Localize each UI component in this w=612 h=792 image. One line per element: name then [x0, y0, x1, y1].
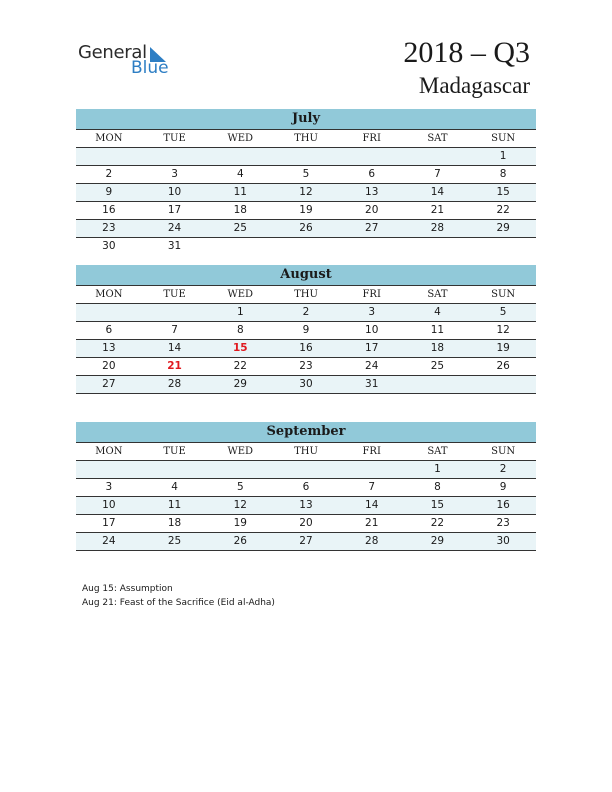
day-cell: 12: [233, 499, 247, 511]
weekday-label: FRI: [362, 133, 381, 144]
day-cell: 17: [167, 204, 182, 216]
holiday-notes: [82, 582, 275, 610]
day-cell: 18: [430, 342, 445, 354]
weekday-label: SAT: [427, 133, 448, 144]
day-cell: [405, 376, 471, 393]
day-cell: 14: [365, 499, 379, 511]
day-cell: 3: [171, 168, 178, 180]
week-row: [76, 497, 536, 515]
week-row: [76, 515, 536, 533]
day-cell: 17: [365, 342, 379, 354]
day-cell: 8: [434, 481, 441, 493]
day-cell: [470, 376, 536, 393]
weekday-label: SUN: [491, 289, 516, 300]
weekday-header-row: [76, 130, 536, 148]
day-cell: 27: [299, 535, 313, 547]
day-cell: [207, 238, 273, 255]
day-cell: 15: [430, 499, 445, 511]
weekday-label: SUN: [491, 446, 516, 457]
day-cell: 4: [236, 168, 244, 180]
day-cell: [339, 238, 405, 255]
weekday-label: SAT: [427, 289, 448, 300]
logo-general-text: General: [78, 42, 147, 63]
month-title: July: [76, 109, 536, 130]
day-cell: 6: [302, 481, 310, 493]
month-calendar-august: [76, 265, 536, 394]
day-cell: 2: [105, 168, 113, 180]
weekday-label: TUE: [163, 133, 186, 144]
day-cell: [207, 461, 273, 478]
weekday-header-row: [76, 443, 536, 461]
day-cell: 18: [233, 204, 247, 216]
day-cell: 27: [102, 378, 116, 390]
week-row: [76, 202, 536, 220]
day-cell: 4: [171, 481, 178, 493]
day-cell: 6: [368, 168, 376, 180]
holiday-note: Aug 21: Feast of the Sacrifice (Eid al-Adha): [82, 598, 275, 608]
week-row: [76, 376, 536, 394]
weekday-label: THU: [294, 446, 318, 457]
day-cell: [142, 304, 208, 321]
day-cell: 28: [167, 378, 182, 390]
day-cell: 16: [102, 204, 116, 216]
weekday-label: FRI: [362, 446, 381, 457]
day-cell: 27: [365, 222, 379, 234]
day-cell: 3: [105, 481, 113, 493]
day-cell: 25: [430, 360, 445, 372]
day-cell: 14: [430, 186, 445, 198]
day-cell: 30: [299, 378, 313, 390]
day-cell: 20: [365, 204, 379, 216]
day-cell: [339, 148, 405, 165]
day-cell: 1: [434, 463, 441, 475]
day-cell: 31: [167, 240, 182, 252]
day-cell: 23: [496, 517, 510, 529]
day-cell: 8: [236, 324, 244, 336]
day-cell: 2: [302, 306, 310, 318]
day-cell: [339, 461, 405, 478]
day-cell: 5: [302, 168, 310, 180]
day-cell: 28: [365, 535, 379, 547]
week-row: [76, 304, 536, 322]
holiday-day-cell: 21: [167, 360, 182, 372]
day-cell: 9: [105, 186, 113, 198]
logo-blue-text: Blue: [131, 58, 169, 78]
day-cell: 1: [236, 306, 244, 318]
week-row: [76, 220, 536, 238]
day-cell: 23: [299, 360, 313, 372]
weekday-header-row: [76, 286, 536, 304]
week-row: [76, 166, 536, 184]
weekday-label: MON: [95, 133, 123, 144]
week-row: [76, 533, 536, 551]
day-cell: [273, 238, 339, 255]
day-cell: 20: [102, 360, 116, 372]
day-cell: 11: [430, 324, 445, 336]
week-row: [76, 479, 536, 497]
weekday-label: THU: [294, 133, 318, 144]
weekday-label: SAT: [427, 446, 448, 457]
day-cell: [142, 148, 208, 165]
day-cell: 26: [496, 360, 510, 372]
day-cell: 9: [302, 324, 310, 336]
page-title: 2018 – Q3: [403, 36, 530, 69]
weekday-label: WED: [227, 289, 254, 300]
day-cell: 15: [496, 186, 510, 198]
day-cell: 7: [368, 481, 376, 493]
month-title: August: [76, 265, 536, 286]
week-row: [76, 238, 536, 255]
day-cell: 1: [499, 150, 507, 162]
day-cell: 29: [233, 378, 247, 390]
day-cell: 22: [496, 204, 510, 216]
month-title: September: [76, 422, 536, 443]
day-cell: [76, 461, 142, 478]
day-cell: 24: [102, 535, 116, 547]
day-cell: 13: [299, 499, 313, 511]
day-cell: 20: [299, 517, 313, 529]
day-cell: [76, 304, 142, 321]
day-cell: 26: [233, 535, 247, 547]
day-cell: 28: [430, 222, 445, 234]
day-cell: 12: [299, 186, 313, 198]
day-cell: 2: [499, 463, 507, 475]
month-calendar-september: [76, 422, 536, 551]
day-cell: [142, 461, 208, 478]
day-cell: 7: [434, 168, 441, 180]
day-cell: 24: [365, 360, 379, 372]
day-cell: 9: [499, 481, 507, 493]
day-cell: 8: [499, 168, 507, 180]
day-cell: 19: [496, 342, 510, 354]
day-cell: 21: [365, 517, 379, 529]
week-row: [76, 322, 536, 340]
day-cell: 31: [365, 378, 379, 390]
weekday-label: WED: [227, 446, 254, 457]
day-cell: 5: [499, 306, 507, 318]
day-cell: [273, 461, 339, 478]
day-cell: 29: [496, 222, 510, 234]
day-cell: 30: [102, 240, 116, 252]
day-cell: [405, 238, 471, 255]
month-calendar-july: [76, 109, 536, 255]
day-cell: 14: [167, 342, 182, 354]
day-cell: 10: [102, 499, 116, 511]
day-cell: 10: [167, 186, 182, 198]
day-cell: 11: [167, 499, 182, 511]
weekday-label: MON: [95, 446, 123, 457]
day-cell: 5: [236, 481, 244, 493]
day-cell: 10: [365, 324, 379, 336]
day-cell: 25: [167, 535, 182, 547]
week-row: [76, 184, 536, 202]
day-cell: 22: [430, 517, 445, 529]
day-cell: 29: [430, 535, 445, 547]
day-cell: [207, 148, 273, 165]
day-cell: 3: [368, 306, 376, 318]
day-cell: 18: [167, 517, 182, 529]
week-row: [76, 358, 536, 376]
logo: [78, 42, 178, 82]
country-name: Madagascar: [418, 73, 530, 98]
weekday-label: MON: [95, 289, 123, 300]
day-cell: 22: [233, 360, 247, 372]
day-cell: 21: [430, 204, 445, 216]
day-cell: 13: [365, 186, 379, 198]
day-cell: 4: [434, 306, 441, 318]
weekday-label: THU: [294, 289, 318, 300]
day-cell: 7: [171, 324, 178, 336]
day-cell: 17: [102, 517, 116, 529]
holiday-note: Aug 15: Assumption: [82, 584, 173, 594]
day-cell: [273, 148, 339, 165]
weekday-label: TUE: [163, 446, 186, 457]
day-cell: 19: [233, 517, 247, 529]
day-cell: 30: [496, 535, 510, 547]
weekday-label: FRI: [362, 289, 381, 300]
day-cell: 13: [102, 342, 116, 354]
day-cell: 19: [299, 204, 313, 216]
week-row: [76, 148, 536, 166]
day-cell: 16: [299, 342, 313, 354]
day-cell: [470, 238, 536, 255]
day-cell: 23: [102, 222, 116, 234]
day-cell: 25: [233, 222, 247, 234]
weekday-label: WED: [227, 133, 254, 144]
week-row: [76, 461, 536, 479]
day-cell: 24: [167, 222, 182, 234]
weekday-label: SUN: [491, 133, 516, 144]
weekday-label: TUE: [163, 289, 186, 300]
day-cell: 6: [105, 324, 113, 336]
day-cell: 16: [496, 499, 510, 511]
holiday-day-cell: 15: [232, 342, 248, 354]
week-row: [76, 340, 536, 358]
day-cell: [76, 148, 142, 165]
day-cell: [405, 148, 471, 165]
day-cell: 12: [496, 324, 510, 336]
day-cell: 11: [233, 186, 247, 198]
day-cell: 26: [299, 222, 313, 234]
